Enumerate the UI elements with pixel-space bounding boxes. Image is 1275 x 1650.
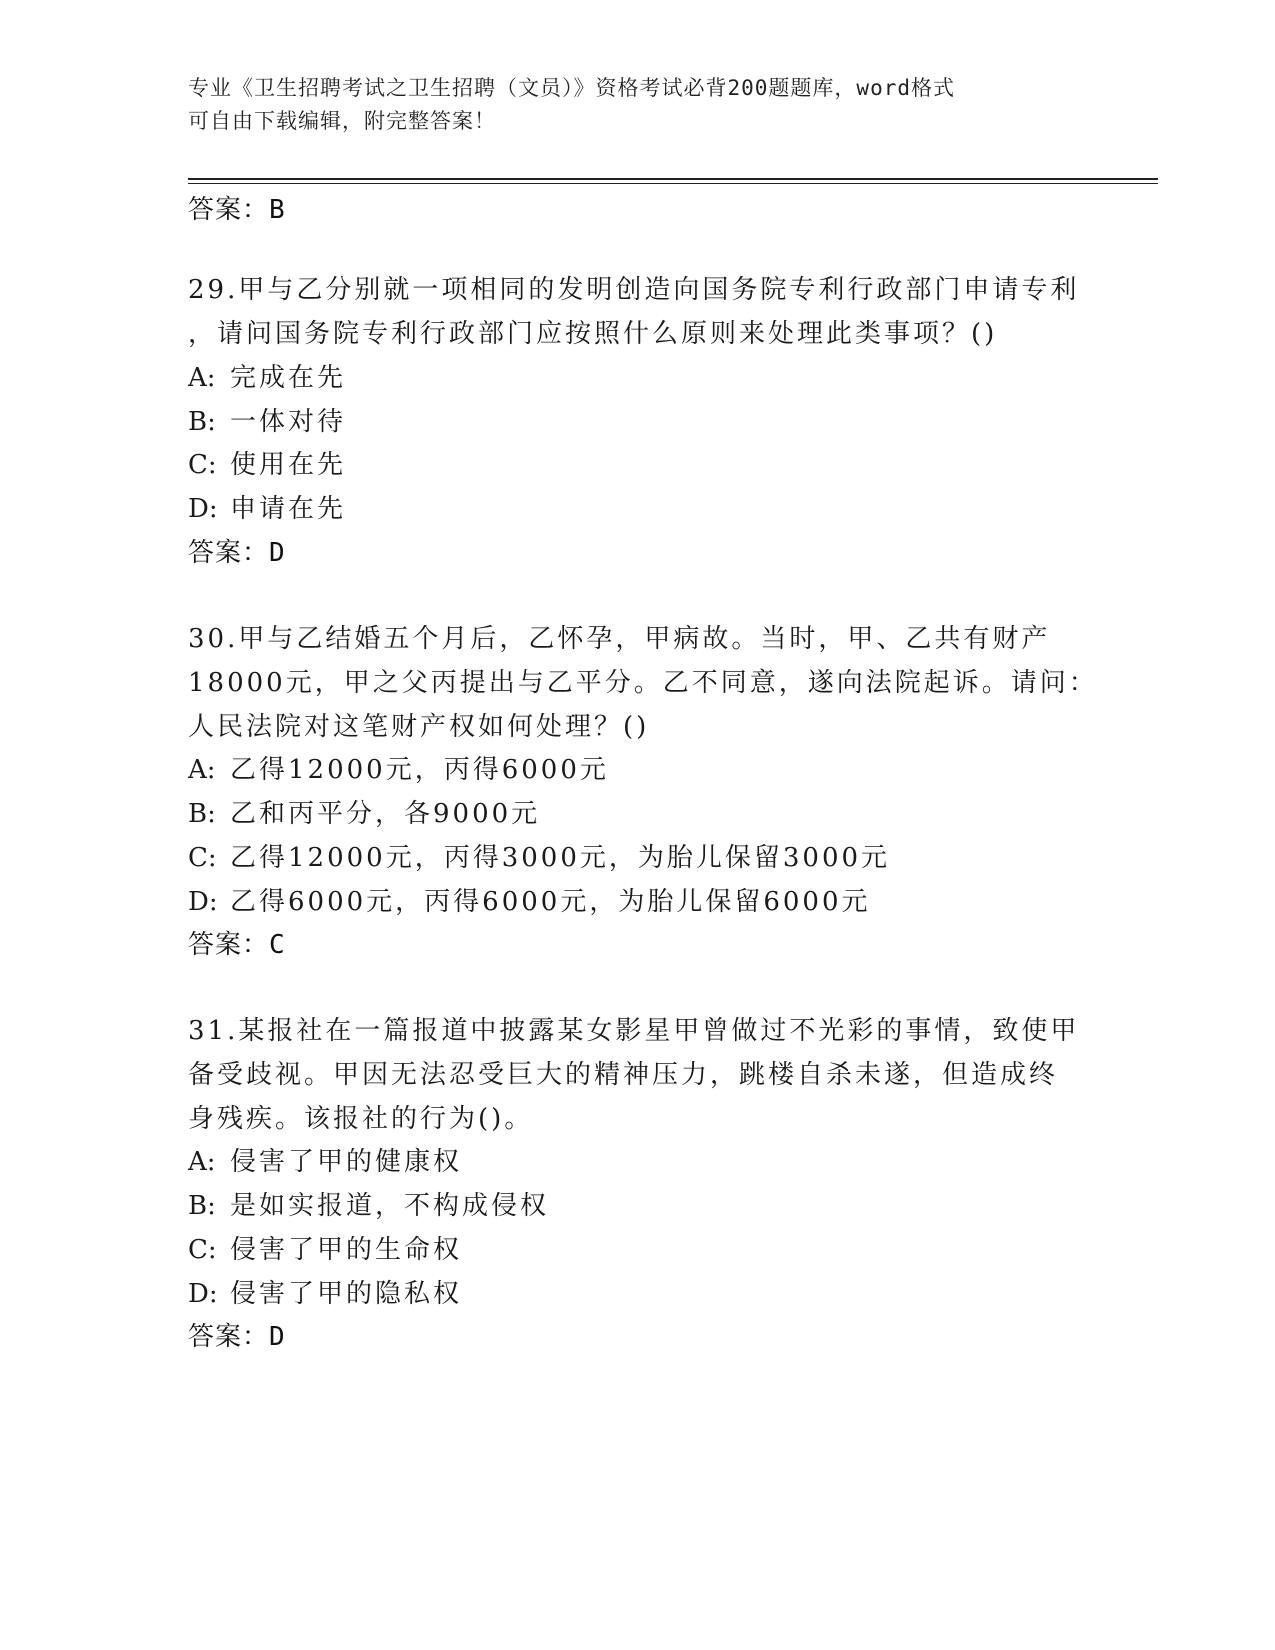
option-key: D:: [188, 887, 218, 917]
question-text-line: 31.某报社在一篇报道中披露某女影星甲曾做过不光彩的事情，致使甲: [188, 1016, 1080, 1046]
question-text-line: 身残疾。该报社的行为()。: [188, 1104, 534, 1134]
option-c: [188, 840, 890, 876]
question-text-line: 30.甲与乙结婚五个月后，乙怀孕，甲病故。当时，甲、乙共有财产: [188, 624, 1051, 654]
option-c: [188, 447, 346, 483]
answer: 答案：D: [188, 538, 286, 568]
option-key: A:: [188, 1147, 216, 1177]
option-d: [188, 1276, 462, 1312]
option-text: 侵害了甲的健康权: [230, 1147, 463, 1177]
option-key: A:: [188, 755, 216, 785]
header-rule-thick: [188, 178, 1158, 180]
answer: 答案：D: [188, 1322, 286, 1352]
option-key: D:: [188, 494, 218, 524]
option-a: [188, 360, 346, 396]
option-text: 申请在先: [230, 494, 347, 524]
option-key: C:: [188, 1235, 217, 1265]
option-text: 侵害了甲的生命权: [230, 1235, 463, 1265]
option-key: C:: [188, 843, 217, 873]
option-text: 是如实报道，不构成侵权: [230, 1191, 550, 1221]
previous-answer: 答案：B: [188, 195, 286, 225]
option-b: [188, 1188, 549, 1224]
question-text-line: 人民法院对这笔财产权如何处理？(): [188, 712, 650, 742]
option-a: [188, 752, 609, 788]
option-key: B:: [188, 407, 216, 437]
header-line-1: 专业《卫生招聘考试之卫生招聘（文员）》资格考试必背200题题库，word格式: [188, 76, 955, 100]
option-text: 侵害了甲的隐私权: [230, 1279, 463, 1309]
option-key: B:: [188, 799, 216, 829]
question-text-line: 备受歧视。甲因无法忍受巨大的精神压力，跳楼自杀未遂，但造成终: [188, 1060, 1059, 1090]
answer: 答案：C: [188, 930, 286, 960]
option-b: [188, 796, 540, 832]
option-c: [188, 1232, 462, 1268]
option-a: [188, 1144, 462, 1180]
question-text-line: ，请问国务院专利行政部门应按照什么原则来处理此类事项？(): [188, 319, 998, 349]
header-rule-thin: [188, 183, 1158, 184]
option-text: 乙得12000元，丙得3000元，为胎儿保留3000元: [230, 843, 891, 873]
option-key: D:: [188, 1279, 218, 1309]
option-d: [188, 884, 871, 920]
option-text: 使用在先: [230, 450, 347, 480]
option-text: 完成在先: [230, 363, 347, 393]
question-text-line: 18000元，甲之父丙提出与乙平分。乙不同意，遂向法院起诉。请问：: [188, 668, 1098, 698]
document-header: [188, 72, 1088, 138]
header-line-2: 可自由下载编辑，附完整答案！: [188, 109, 496, 133]
option-d: [188, 491, 346, 527]
option-key: A:: [188, 363, 216, 393]
option-text: 一体对待: [230, 407, 347, 437]
option-b: [188, 404, 346, 440]
question-text-line: 29.甲与乙分别就一项相同的发明创造向国务院专利行政部门申请专利: [188, 275, 1080, 305]
option-text: 乙和丙平分，各9000元: [230, 799, 541, 829]
option-key: B:: [188, 1191, 216, 1221]
option-text: 乙得6000元，丙得6000元，为胎儿保留6000元: [230, 887, 871, 917]
option-text: 乙得12000元，丙得6000元: [230, 755, 609, 785]
option-key: C:: [188, 450, 217, 480]
